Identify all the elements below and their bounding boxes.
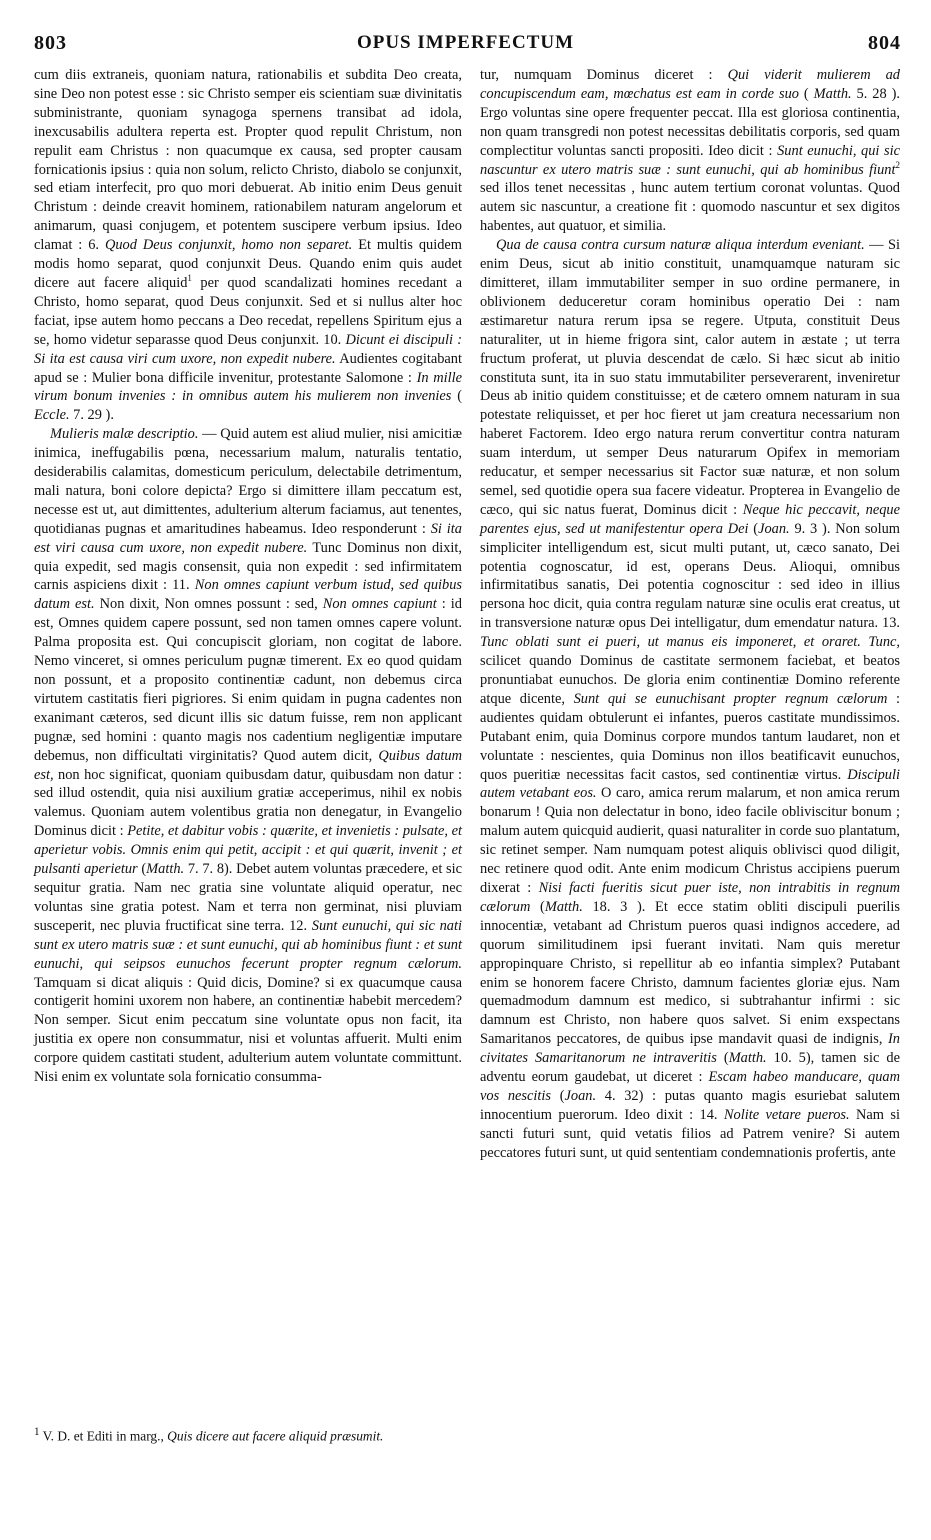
text-span: scilicet quando Dominus de castitate sermonem faciebat, et beatos pronuntiabat eunuchos. De gloria enim continentiæ Domino referente atque dicente, xyxy=(480,653,900,707)
scripture-quote: Sunt qui se eunuchisant propter regnum cælorum xyxy=(573,690,888,707)
footnote-variant-reading: Quis dicere aut facere aliquid præsumit. xyxy=(167,1428,384,1444)
text-span: Audientes cogitabant apud se : Mulier bona difficile invenitur, protestante Salomone : xyxy=(34,350,462,386)
text-span: Nam si sancti futuri sunt, quid vetatis filios ad Patrem venire? Si autem peccatores futuri sunt, ut quid sententiam condemnationis profertis, ante xyxy=(480,1106,900,1161)
footnote-marker: 1 xyxy=(187,273,192,284)
text-span: 18. 3 ). Et ecce statim obliti discipuli puerilis innocentiæ, vetabant ad Christum pueros quasi indignos accedere, ad quorum similitudinem ipsi fuerant invitati. Nam quis meretur appropinquare Christo, si repellitur ab eo infantia simplex? Putabant enim se honorem facere Christo, damnum facientes gloriæ ejus. Nam quemadmodum damnum est medico, si subtrahantur infirmi : sic damnum est Christo, non habere quos salvet. Si enim exspectans Samaritanos peccatores, de quibus ipse mandavit quasi de indignis, xyxy=(480,898,900,1048)
paragraph xyxy=(34,66,462,425)
footnote-number: 1 xyxy=(34,1426,40,1438)
text-span: non hoc significat, quoniam quibusdam datur, quibusdam non datur : sed illud ostendit, quia nisi auxilium gratiæ acceperimus, nihil ex nobis valemus. Quoniam autem volentibus gratia non denegatur, in Evangelio Dominus dicit : xyxy=(34,766,462,840)
text-span: 7. 7. 8). Debet autem voluntas præcedere, et sic sequitur gratia. Nam nec gratia sine voluntate aliquid operatur, nec voluntas sine gratia potest. Nam et terra non germinat, nisi pluviam susceperit, nec pluvia fructificat sine terra. 12. xyxy=(34,861,462,934)
running-header xyxy=(0,32,931,60)
text-span: ( xyxy=(551,1087,565,1104)
citation: Matth. xyxy=(813,85,852,102)
text-span: ( xyxy=(137,861,147,878)
footnote xyxy=(34,1424,462,1445)
paragraph xyxy=(480,66,900,236)
text-span: ( xyxy=(716,1050,729,1067)
text-span: Non dixit, Non omnes possunt : sed, xyxy=(94,596,323,613)
running-title: OPUS IMPERFECTUM xyxy=(356,32,575,53)
text-span: — Si enim Deus, sicut ab initio constituit, unamquamque naturam sic dimitteret, illam immutabiliter semper in suo ordine permanere, in oblivionem deduceretur coram hominibus operatio Dei : nam æstimaretur natura rerum ipsa se regere. Utputa, constituit Deus naturaliter, ut in hieme frigora sint, calor autem in æstate ; ut terra fructum proferat, ut pluvia descendat de cælo. Si hæc sicut ab initio constituta sunt, ita in suo statu immutabiliter perseverarent, inveniretur Deus ab initio quidem constituisse; et de cætero omnem naturam in sua potestate reliquisset, et per hoc fieret ut jam creatura necessarium non haberet Factorem. Ideo ergo natura rerum convertitur contra naturam suam interdum, ut semper Deus naturarum Opifex in memoriam reducatur, et semper necessarius sit Factor suæ naturæ, et non solum semel, sed quotidie opera sua facere videatur. Propterea in Evangelio de cæco, qui sic natus fuerat, Dominus dicit : xyxy=(480,237,900,518)
text-span: 9. 3 ). Non solum simpliciter intelligendum est, sicut multi putant, ut, cæco sanato, Dei potentia cognoscatur, id est, operans Deus. Alioqui, omnibus infirmitatibus sanatis, Dei potentia cognoscitur : sed ideo in illius persona hoc dicit, quia contra regulam naturæ sine oculis erat creatus, ut in transversione naturæ opus Dei intelligatur, dum emendatur natura. 13. xyxy=(480,520,900,632)
text-span: tur, numquam Dominus diceret : xyxy=(480,67,728,83)
page-number-left: 803 xyxy=(34,32,67,54)
citation: Matth. xyxy=(544,898,583,915)
text-span: O caro, amica rerum malarum, et non amica rerum bonarum ! Quia non delectatur in bono, ideo facile obliviscitur bonum ; malum autem quicquid audierit, quasi naturaliter in corde suo plantatum, sic retinet semper. Nam numquam potest aliquis oblivisci quod diligit, nec retinere quod odit. Ante enim modicum Christus accipiens puerum dixerat : xyxy=(480,785,901,896)
scripture-quote: Quod Deus conjunxit, homo non separet. xyxy=(104,237,353,254)
paragraph xyxy=(34,425,462,1087)
page-number-right: 804 xyxy=(868,32,901,54)
text-span: 5. 28 ). Ergo voluntas sine opere frequenter peccat. Illa est gloriosa continentia, non quam transgredi non potest necessitas debilitatis corporis, sed quam complectitur voluntas sancti propositi. Ideo dicit : xyxy=(480,85,900,159)
footnote-text: V. D. et Editi in marg., xyxy=(39,1428,168,1444)
scripture-quote: Discipuli autem vetabant eos. xyxy=(480,766,900,802)
scripture-quote: Dicunt ei discipuli : Si ita est causa viri cum uxore, non expedit nubere. xyxy=(34,331,462,367)
text-span: : audientes quidam obtulerunt ei infantes, pueros castitate mundissimos. Putabant enim, quia Dominus corpore mundos tantum laudaret, non et voluntate : nescientes, quia Dominus non illos beatificavit eunuchos, quos pueritiæ necessitas facit castos, sed continentiæ virtus. xyxy=(480,690,900,783)
text-span: per quod scandalizati homines recedant a Christo, homo separat, quod Deus conjunxit. Sed et si nullus alter hoc faciat, ipse autem homo peccans a Deo recedat, repellens Spiritum ejus a se, homo videtur separasse quod Deus conjunxit. 10. xyxy=(34,274,463,348)
text-span: ( xyxy=(451,388,462,405)
scripture-quote: Neque hic peccavit, neque parentes ejus, sed ut manifestentur opera Dei xyxy=(480,501,900,537)
scripture-quote: Nisi facti fueritis sicut puer iste, non intrabitis in regnum cælorum xyxy=(480,879,900,915)
citation: Matth. xyxy=(146,861,185,878)
scripture-quote: Petite, et dabitur vobis : quærite, et invenietis : pulsate, et aperietur vobis. Omnis enim qui petit, accipit : et qui quærit, invenit ; et pulsanti aperietur xyxy=(34,823,462,878)
text-span: Tunc Dominus non dixit, quia expedit, sed magis consensit, quia non expedit : sed infirmitatem carnis aspiciens dixit : 11. xyxy=(34,539,462,594)
text-span: : id est, Omnes quidem capere possunt, sed non tamen omnes capere volunt. Palma proposita est. Qui concupiscit gloriam, non cogitat de labore. Nemo vinceret, si omnes periculum pugnæ timerent. Ex eo quod quidam non possunt, et a proposito continentiæ cadunt, non debemus circa virtutem castitatis fieri pigriores. Si enim quidam in pugna cadentes non exanimant cæteros, sed dicunt illis sic datum fuisse, rem non applicant pugnæ, sed homini : quanto magis nos cadentium negligentiæ imputare debemus, non difficultati virginitatis? Quod autem dicit, xyxy=(34,596,462,764)
scripture-quote: In mille virum bonum invenies : in omnibus autem his mulierem non invenies xyxy=(34,369,462,405)
citation: Matth. xyxy=(728,1050,767,1067)
scripture-quote: Sunt eunuchi, qui sic nascuntur ex utero matris suæ : sunt eunuchi, qui ab hominibus fiunt xyxy=(480,142,900,178)
scripture-quote: Escam habeo manducare, quam vos nescitis xyxy=(480,1069,900,1104)
text-span: Tamquam si dicat aliquis : Quid dicis, Domine? si ex quacumque causa contigerit homini uxorem non habere, an continentiæ habebit mercedem? Non semper. Sicut enim peccatum sine voluntate opus non facit, ita justitia ex opere non consummatur, nisi et voluntas affuerit. Multi enim corpore quidem castitati student, adulterium autem voluntate committunt. Nisi enim ex voluntate sola fornicatio consumma- xyxy=(34,974,462,1086)
citation: Joan. xyxy=(758,520,790,537)
text-span: cum diis extraneis, quoniam natura, rationabilis et subdita Deo creata, sine Deo non potest esse : sic Christo semper eis scientiam suæ divinitatis subministrante, quoniam synagoga spernens transibat ad idola, inexcusabilis adultera reperta est. Propter quod repulit Christum, non repulit eam Christus : non quacumque ex causa, sed propter causam fornicationis ipsius : quia non solum, relicto Christo, diabolo se conjunxit, sed etiam interfecit, pro quo mori debuerat. Ab initio enim Deus genuit Christum : deinde creavit hominem, rationabilem naturam angelorum et animarum, quasi conjugem, et potentem suscipere verbum ipsius. Ideo clamat : 6. xyxy=(34,67,462,254)
left-column xyxy=(34,66,462,1087)
right-column xyxy=(480,66,900,1163)
text-span: 4. 32) : putas quanto magis esuriebat salutem innocentium puerorum. Ideo dixit : 14. xyxy=(480,1087,901,1123)
scripture-quote: In civitates Samaritanorum ne intraveritis xyxy=(480,1031,900,1067)
scripture-quote: Nolite vetare pueros. xyxy=(723,1106,850,1123)
text-span: ( xyxy=(748,520,759,537)
text-span: 7. 29 ). xyxy=(69,407,114,424)
text-span: ( xyxy=(530,898,545,915)
paragraph xyxy=(480,236,900,1162)
citation: Eccle. xyxy=(34,407,70,424)
scripture-quote: Qui viderit mulierem ad concupiscendum eam, mœchatus est eam in corde suo xyxy=(480,67,900,102)
text-span: ( xyxy=(798,85,814,102)
text-span: sed illos tenet necessitas , hunc autem tertium coronat voluntas. Quod autem sic nascuntur, a creatione fit : quomodo nascuntur et sex digitos habentes, aut quatuor, et similia. xyxy=(480,180,900,235)
scripture-quote: Sunt eunuchi, qui sic nati sunt ex utero matris suæ : et sunt eunuchi, qui ab hominibus fiunt : et sunt eunuchi, qui seipsos eunuchos fecerunt propter regnum cælorum. xyxy=(34,917,462,972)
scripture-quote: Tunc oblati sunt ei pueri, ut manus eis imponeret, et oraret. Tunc, xyxy=(480,634,900,651)
section-heading: Qua de causa contra cursum naturæ aliqua interdum eveniant. xyxy=(496,237,865,254)
scripture-quote: Non omnes capiunt verbum istud, sed quibus datum est. xyxy=(34,577,462,613)
citation: Joan. xyxy=(564,1087,597,1104)
scripture-quote: Quibus datum est, xyxy=(34,747,463,783)
text-span: — Quid autem est aliud mulier, nisi amicitiæ inimica, ineffugabilis pœna, necessarium malum, naturalis tentatio, desiderabilis calamitas, domesticum periculum, delectabile detrimentum, mali natura, boni colore depicta? Ergo si dimittere illam peccatum est, necesse est ut, aut dimittentes, adulterium alterum faciamus, aut tenentes, quotidianas pugnas et amaritudines habeamus. Ideo responderunt : xyxy=(34,426,462,537)
scripture-quote: Non omnes capiunt xyxy=(322,596,437,613)
scripture-quote: Si ita est viri causa cum uxore, non expedit nubere. xyxy=(34,520,463,556)
text-span: 10. 5), tamen sic de adventu eorum gaudebat, ut diceret : xyxy=(480,1050,901,1086)
text-span: Et multis quidem modis homo separat, quod conjunxit Deus. Quando enim quis audet dicere aut facere aliquid xyxy=(34,237,463,291)
footnote-marker: 2 xyxy=(895,159,900,170)
section-heading: Mulieris malæ descriptio. xyxy=(50,426,199,443)
